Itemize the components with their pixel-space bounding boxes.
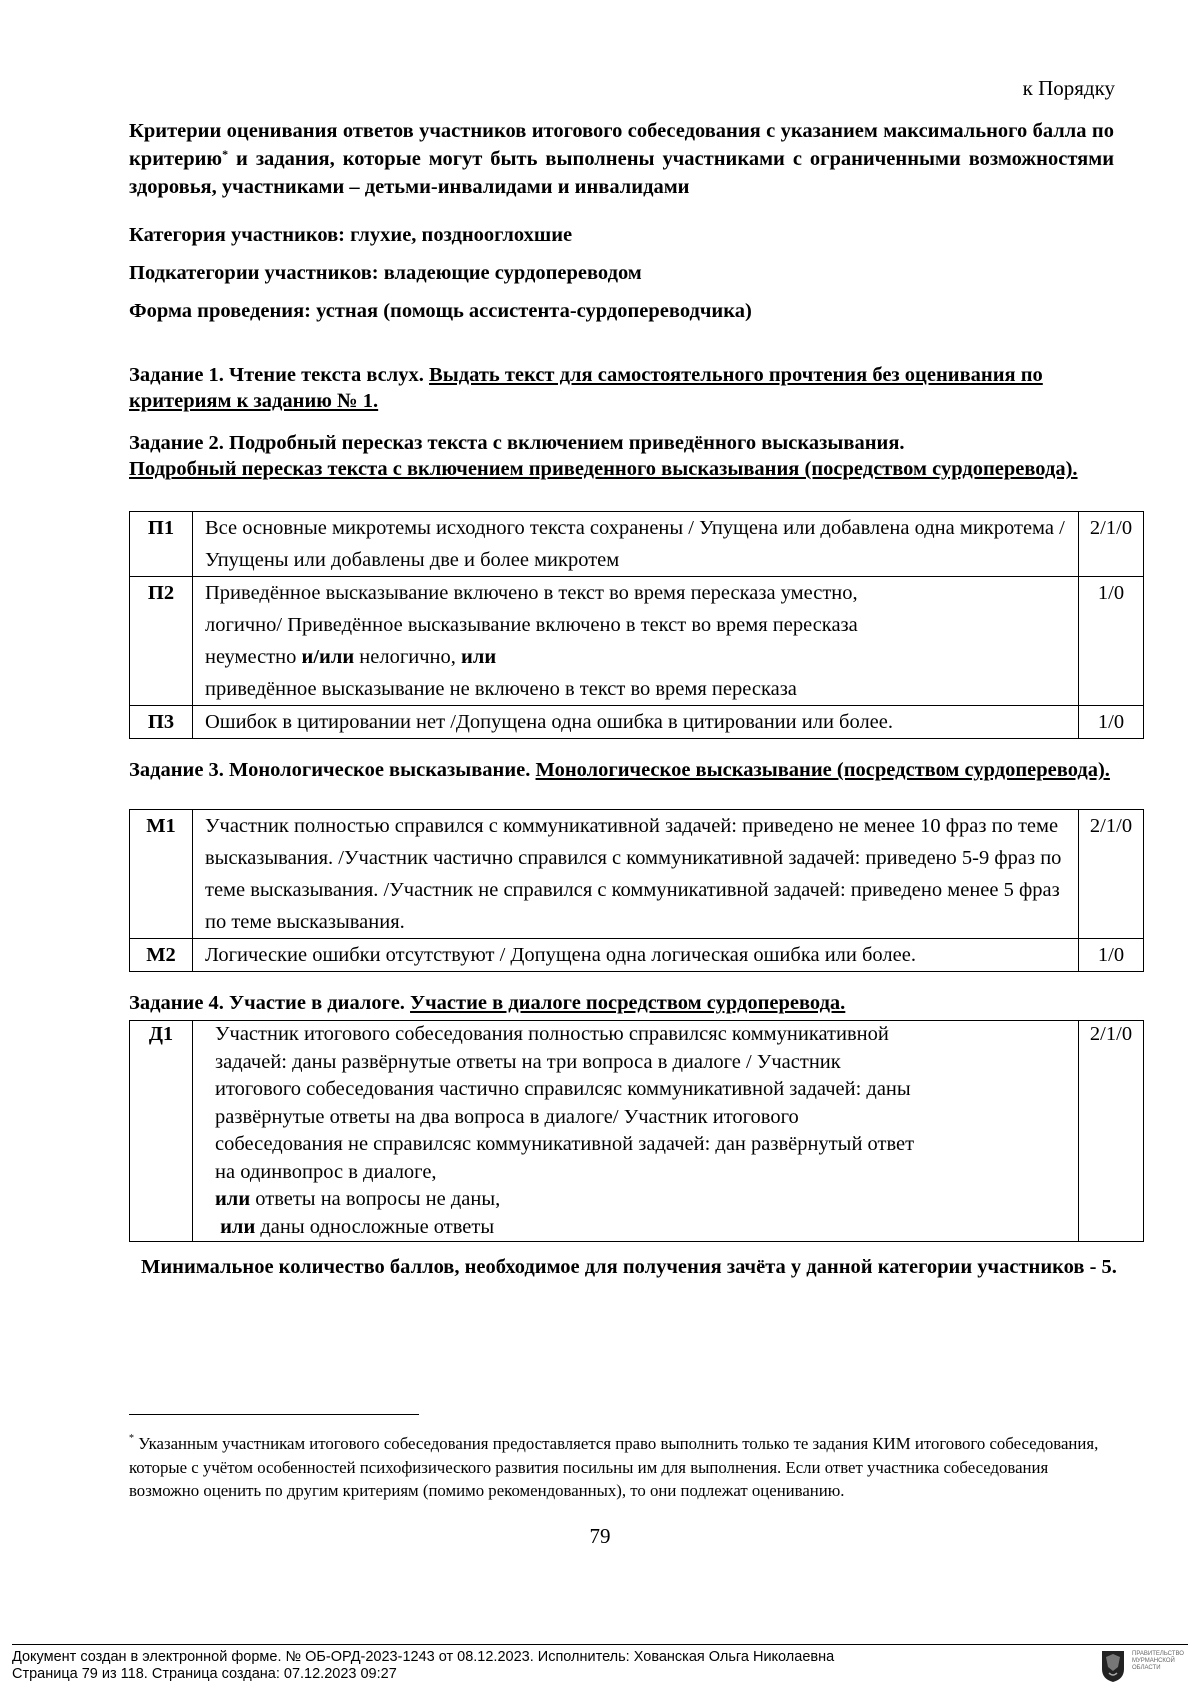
criterion-emphasis: или: [220, 1215, 256, 1238]
criterion-score: 1/0: [1079, 577, 1144, 706]
criterion-emphasis: и/или: [301, 646, 355, 668]
criterion-line: Приведённое высказывание включено в текст во время пересказа уместно,: [205, 582, 858, 604]
task3-criteria-table: [129, 809, 1144, 972]
task3-title: Задание 3. Монологическое высказывание.: [129, 759, 536, 781]
footnote-marker: *: [129, 1433, 134, 1444]
criterion-line: развёрнутые ответы на два вопроса в диалоге/ Участник итогового: [215, 1105, 799, 1128]
footnote: [129, 1432, 1114, 1503]
criterion-line: собеседования не справилсяс коммуникативной задачей: дан развёрнутый ответ: [215, 1133, 915, 1155]
criterion-code: П2: [130, 577, 193, 706]
criterion-description: Все основные микротемы исходного текста сохранены / Упущена или добавлена одна микротема / Упущены или добавлены две и более микротем: [193, 512, 1079, 577]
footnote-text: Указанным участникам итогового собеседования предоставляется право выполнить только те задания КИМ итогового собеседования, которые с учётом особенностей психофизического развития посильны им для выполнения. Если ответ участника собеседования возможно оценить по другим критериям (помимо рекомендованных), то они подлежат оцениванию.: [129, 1434, 1099, 1500]
criteria-row-p2: [130, 577, 1144, 706]
criterion-line: Участник итогового собеседования полностью справилсяс коммуникативной: [215, 1023, 889, 1045]
task2-heading: [129, 430, 1119, 482]
criteria-row-m2: [130, 939, 1144, 972]
footnote-divider: [129, 1414, 419, 1415]
criterion-score: 2/1/0: [1079, 512, 1144, 577]
criterion-line: даны односложные ответы: [255, 1215, 495, 1238]
document-registration-info: Документ создан в электронной форме. № ОБ-ОРД-2023-1243 от 08.12.2023. Исполнитель: Хованская Ольга Николаевна: [12, 1649, 835, 1665]
title-text-after: и задания, которые могут быть выполнены участниками с ограниченными возможностями здоровья, участниками – детьми-инвалидами и инвалидами: [129, 148, 1114, 198]
task1-heading: [129, 362, 1119, 414]
criterion-code: Д1: [130, 1021, 193, 1242]
task2-criteria-table: [129, 511, 1144, 739]
task3-heading: [129, 757, 1119, 783]
minimum-score-note: Минимальное количество баллов, необходимое для получения зачёта у данной категории участников - 5.: [141, 1256, 1117, 1278]
criterion-emphasis: или: [215, 1188, 251, 1210]
task1-title: Задание 1. Чтение текста вслух.: [129, 364, 430, 386]
appendix-label: к Порядку: [1022, 76, 1115, 100]
criterion-line: неуместно: [205, 646, 302, 668]
exam-form: Форма проведения: устная (помощь ассистента-сурдопереводчика): [129, 300, 752, 322]
criterion-score: 1/0: [1079, 706, 1144, 739]
criterion-score: 2/1/0: [1079, 810, 1144, 939]
criterion-description: Ошибок в цитировании нет /Допущена одна ошибка в цитировании или более.: [193, 706, 1079, 739]
criterion-code: П3: [130, 706, 193, 739]
criterion-score: 2/1/0: [1079, 1021, 1144, 1242]
criterion-score: 1/0: [1079, 939, 1144, 972]
criterion-line: ответы на вопросы не даны,: [250, 1188, 501, 1210]
criterion-emphasis: или: [461, 646, 497, 668]
title-text-before: Критерии оценивания ответов участников итогового собеседования с указанием максимального балла по критерию: [129, 120, 1114, 170]
criteria-row-m1: [130, 810, 1144, 939]
criterion-description: Участник полностью справился с коммуникативной задачей: приведено не менее 10 фраз по теме высказывания. /Участник частично справился с коммуникативной задачей: приведено 5-9 фраз по теме высказывания. /Участник не справился с коммуникативной задачей: приведено менее 5 фраз по теме высказывания.: [193, 810, 1079, 939]
criterion-description: [193, 577, 1079, 706]
criteria-row-p1: [130, 512, 1144, 577]
criterion-code: М1: [130, 810, 193, 939]
criteria-row-p3: [130, 706, 1144, 739]
footnote-marker: *: [222, 147, 229, 161]
criterion-line: на одинвопрос в диалоге,: [215, 1160, 437, 1183]
task2-title: Задание 2. Подробный пересказ текста с включением приведённого высказывания.: [129, 432, 905, 454]
criterion-description: [193, 1021, 1079, 1242]
government-emblem-caption: ПРАВИТЕЛЬСТВО МУРМАНСКОЙ ОБЛАСТИ: [1132, 1651, 1184, 1671]
criterion-code: М2: [130, 939, 193, 972]
page-creation-info: Страница 79 из 118. Страница создана: 07.12.2023 09:27: [12, 1666, 397, 1682]
criterion-line: приведённое высказывание не включено в текст во время пересказа: [205, 678, 797, 700]
criterion-line: нелогично,: [354, 646, 462, 668]
page-number: 79: [589, 1524, 611, 1548]
participant-subcategory: Подкатегории участников: владеющие сурдопереводом: [129, 262, 642, 284]
task2-instruction: Подробный пересказ текста с включением приведенного высказывания (посредством сурдоперевода).: [129, 458, 1078, 480]
coat-of-arms-icon: [1100, 1649, 1126, 1683]
footer-divider: [12, 1644, 1188, 1645]
criterion-code: П1: [130, 512, 193, 577]
task4-title: Задание 4. Участие в диалоге.: [129, 992, 411, 1014]
electronic-document-footer: [12, 1649, 834, 1683]
participant-category: Категория участников: глухие, позднооглохшие: [129, 224, 573, 246]
task1-instruction: Выдать текст для самостоятельного прочтения без оценивания по критериям к заданию № 1.: [129, 364, 1043, 412]
criterion-description: Логические ошибки отсутствуют / Допущена одна логическая ошибка или более.: [193, 939, 1079, 972]
task4-criteria-table: [129, 1020, 1144, 1242]
criterion-line: логично/ Приведённое высказывание включено в текст во время пересказа: [205, 614, 858, 636]
task3-instruction: Монологическое высказывание (посредством сурдоперевода).: [535, 759, 1110, 781]
criteria-row-d1: [130, 1021, 1144, 1242]
task4-instruction: Участие в диалоге посредством сурдоперевода.: [410, 992, 846, 1014]
criterion-line: итогового собеседования частично справилсяс коммуникативной задачей: даны: [215, 1078, 911, 1100]
document-title: [129, 117, 1114, 201]
task4-heading: [129, 990, 1119, 1016]
criterion-line: задачей: даны развёрнутые ответы на три вопроса в диалоге / Участник: [215, 1050, 841, 1073]
